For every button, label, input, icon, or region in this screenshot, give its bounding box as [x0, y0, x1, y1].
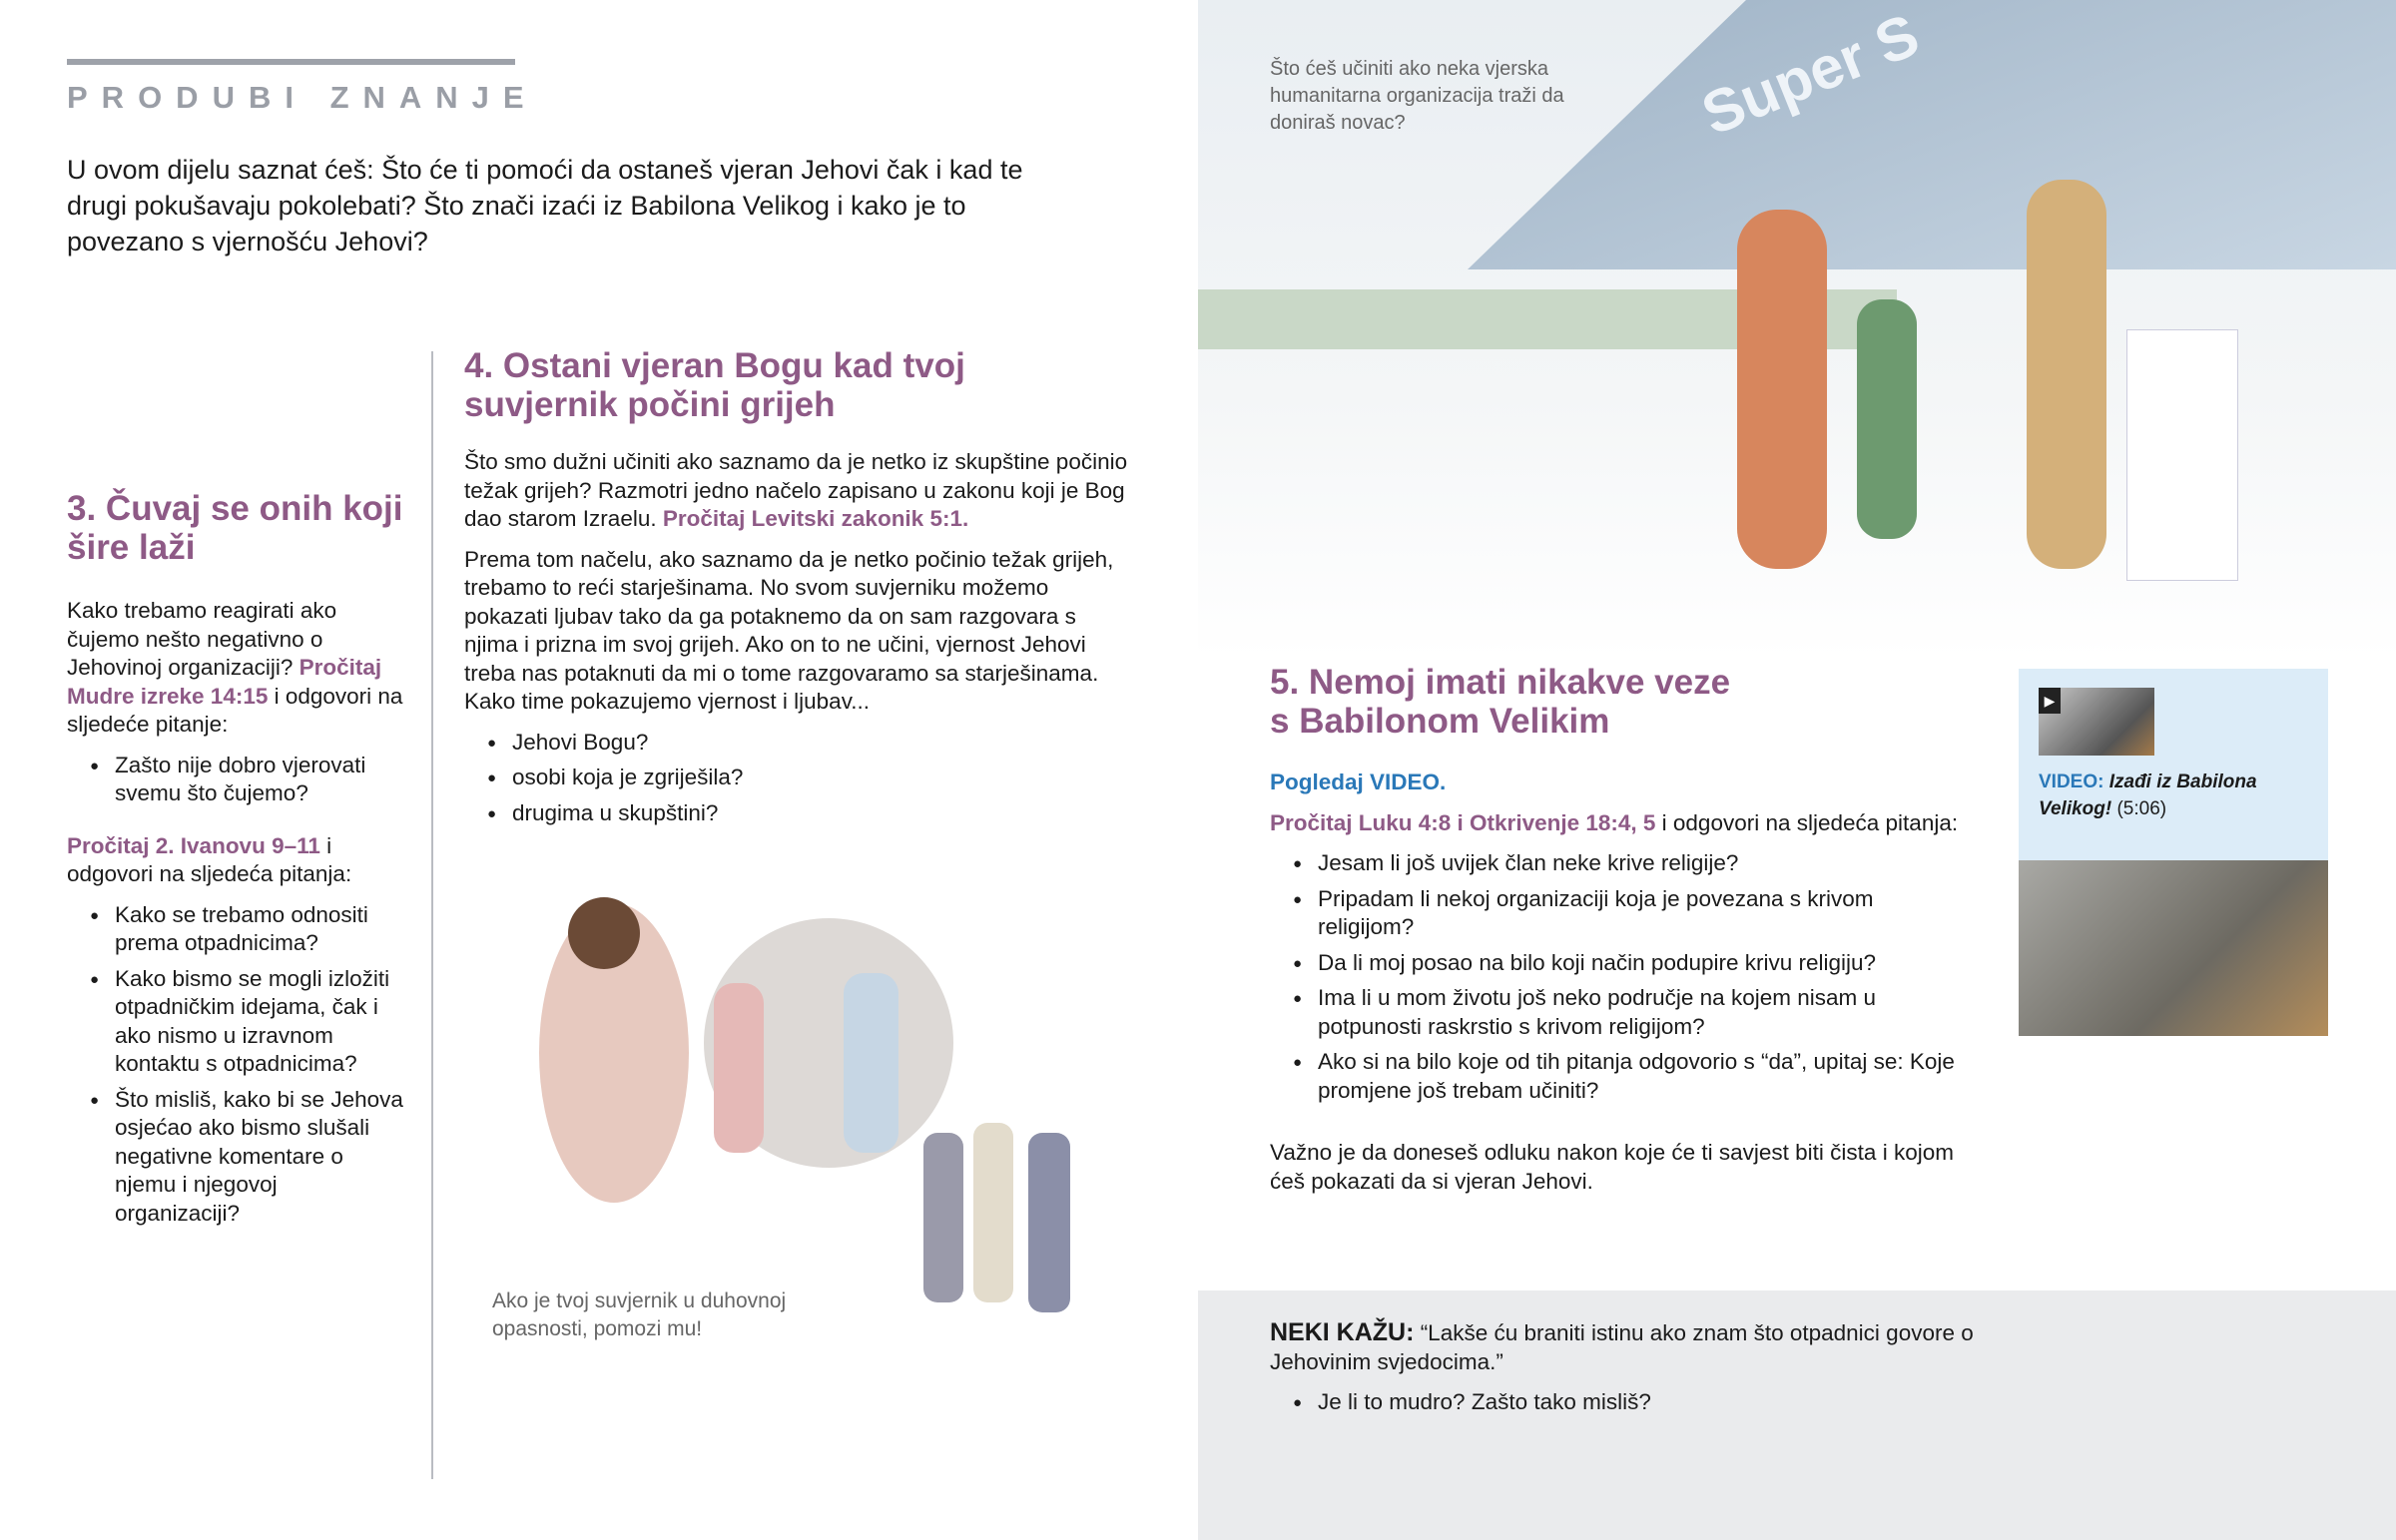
- watch-video-link[interactable]: Pogledaj VIDEO.: [1270, 770, 1447, 794]
- s4-paragraph: Prema tom načelu, ako saznamo da je netko počinio težak grijeh, trebamo to reći starješinama. No svom suvjerniku možemo pokazati ljubav tako da ga potaknemo da on sam razgovara s njima i prizna im svoj grijeh. Ako on to ne učini, vjernost Jehovi treba nas potaknuti da mi o tome razgovaramo sa starješinama. Kako time pokazujemo vjernost i ljubav...: [464, 546, 1114, 714]
- list-item: ● Zašto nije dobro vjerovati svemu što čujemo?: [115, 752, 406, 808]
- s3-text: Kako trebamo reagirati ako čujemo nešto negativno o Jehovinoj organizaciji?: [67, 598, 337, 680]
- neki-kazu-quote: “Lakše ću braniti istinu ako znam što otpadnici govore o Jehovinim svjedocima.”: [1270, 1320, 1974, 1374]
- list-item: ● Da li moj posao na bilo koji način podupire krivu religiju?: [1318, 949, 1969, 978]
- list-item: ● Jesam li još uvijek član neke krive religije?: [1318, 849, 1969, 878]
- s3-text-end: i odgovori na sljedeća pitanja:: [67, 832, 352, 886]
- section-5-title: 5. Nemoj imati nikakve veze s Babilonom Velikim: [1270, 663, 1731, 741]
- neki-kazu-box: [1198, 1290, 2396, 1540]
- hero-illustration-store: [1198, 0, 2396, 659]
- video-label: VIDEO:: [2039, 771, 2104, 792]
- s5-text-end: i odgovori na sljedeća pitanja:: [1655, 809, 1959, 835]
- boy-figure: [1857, 299, 1917, 539]
- scripture-link[interactable]: Pročitaj Levitski zakonik 5:1.: [662, 506, 969, 531]
- list-item: ● Ima li u mom životu još neko područje na kojem nisam u potpunosti raskrstio s krivom religijom?: [1318, 984, 1969, 1041]
- section-5: [1270, 663, 1969, 1208]
- section-kicker: PRODUBI ZNANJE: [67, 80, 538, 115]
- list-item: ● Je li to mudro? Zašto tako misliš?: [1318, 1388, 1989, 1417]
- video-duration: (5:06): [2111, 798, 2167, 819]
- scripture-link[interactable]: Pročitaj 2. Ivanovu 9–11: [67, 832, 320, 858]
- illustration-congregation: [464, 893, 1198, 1362]
- top-rule: [67, 59, 515, 65]
- store-sign: Super S: [1692, 0, 1929, 149]
- neki-kazu-label: NEKI KAŽU:: [1270, 1318, 1415, 1346]
- list-item: ● Pripadam li nekoj organizaciji koja je povezana s krivom religijom?: [1318, 885, 1969, 942]
- scripture-link[interactable]: Pročitaj Mudre izreke 14:15: [67, 655, 382, 709]
- closing-text: Važno je da doneseš odluku nakon koje će ti savjest biti čista i kojom ćeš pokazati da si vjeran Jehovi.: [1270, 1140, 1954, 1194]
- video-still-photo: [2019, 860, 2328, 1036]
- illustration-caption: Ako je tvoj suvjernik u duhovnoj opasnosti, pomozi mu!: [492, 1289, 787, 1340]
- column-divider: [431, 351, 433, 1479]
- section-4: [464, 346, 1131, 841]
- section-3: [67, 489, 406, 1242]
- section-3-title: 3. Čuvaj se onih koji šire laži: [67, 489, 403, 567]
- list-item: ● Što misliš, kako bi se Jehova osjećao ako bismo slušali negativne komentare o njemu i njegovoj organizaciji?: [115, 1086, 406, 1229]
- list-item: ● Ako si na bilo koje od tih pitanja odgovorio s “da”, upitaj se: Koje promjene još trebam učiniti?: [1318, 1048, 1969, 1105]
- list-item: ● osobi koja je zgriješila?: [512, 764, 1131, 792]
- section-4-title: 4. Ostani vjeran Bogu kad tvoj suvjernik počini grijeh: [464, 346, 965, 424]
- list-item: ● Kako bismo se mogli izložiti otpadničkim idejama, čak i ako nismo u izravnom kontaktu s otpadnicima?: [115, 965, 406, 1079]
- video-card[interactable]: [2019, 669, 2328, 860]
- collector-figure: [2027, 180, 2106, 569]
- list-item: ● drugima u skupštini?: [512, 799, 1131, 828]
- list-item: ● Jehovi Bogu?: [512, 729, 1131, 758]
- s4-text: Što smo dužni učiniti ako saznamo da je netko iz skupštine počinio težak grijeh? Razmotri jedno načelo zapisano u zakonu koji je Bog dao starom Izraelu.: [464, 449, 1128, 531]
- video-thumbnail[interactable]: [2039, 688, 2154, 756]
- hero-caption: Što ćeš učiniti ako neka vjerska humanitarna organizacija traži da doniraš novac?: [1270, 58, 1564, 134]
- donation-box: [2126, 329, 2238, 581]
- scripture-link[interactable]: Pročitaj Luku 4:8 i Otkrivenje 18:4, 5: [1270, 809, 1656, 835]
- video-title[interactable]: Izađi iz Babilona Velikog!: [2039, 771, 2257, 819]
- play-icon[interactable]: ▶: [2039, 688, 2061, 714]
- list-item: ● Kako se trebamo odnositi prema otpadnicima?: [115, 901, 406, 958]
- woman-figure: [1737, 210, 1827, 569]
- store-facade: [1468, 0, 2396, 269]
- s3-text-end: i odgovori na sljedeće pitanje:: [67, 683, 403, 737]
- intro-text: U ovom dijelu saznat ćeš: Što će ti pomoći da ostaneš vjeran Jehovi čak i kad te drugi pokušavaju pokolebati? Što znači izaći iz Babilona Velikog i kako je to povezano s vjernošću Jehovi?: [67, 155, 1023, 257]
